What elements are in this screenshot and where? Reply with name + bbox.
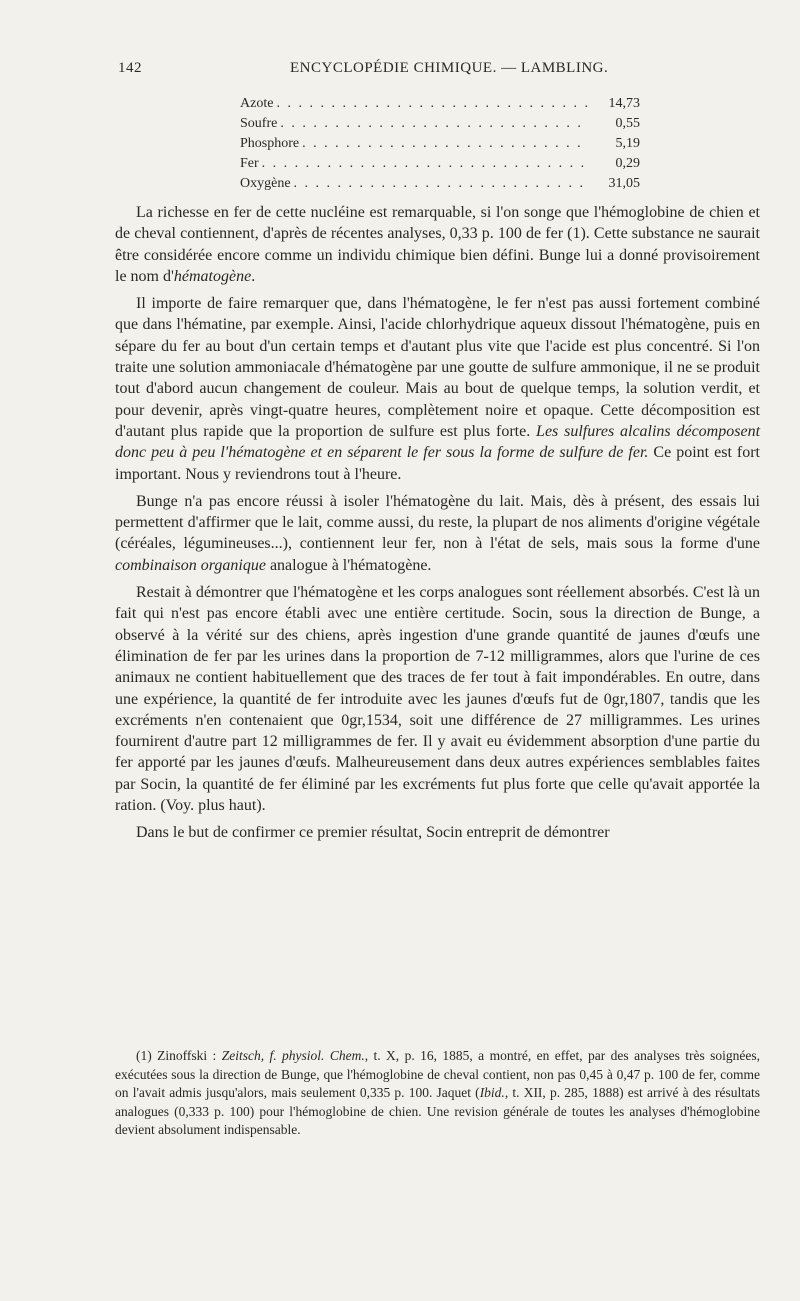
element-name: Azote bbox=[240, 96, 274, 111]
body-text bbox=[115, 202, 760, 850]
element-name: Soufre bbox=[240, 116, 278, 131]
element-value: 31,05 bbox=[608, 176, 640, 191]
element-value: 14,73 bbox=[608, 96, 640, 111]
footnote bbox=[115, 1047, 760, 1140]
element-name: Phosphore bbox=[240, 136, 300, 151]
composition-row bbox=[240, 154, 640, 174]
composition-row bbox=[240, 174, 640, 194]
page-header bbox=[118, 60, 758, 84]
paragraph: Bunge n'a pas encore réussi à isoler l'hématogène du lait. Mais, dès à présent, des essais lui permettent d'affirmer que le lait, comme aussi, du reste, la plupart de nos aliments d'origine végétale (céréales, légumineuses...), contiennent leur fer, non à l'état de sels, mais sous la forme d'une combinaison organique analogue à l'hématogène. bbox=[115, 492, 760, 574]
composition-row bbox=[240, 114, 640, 134]
composition-table bbox=[240, 94, 640, 194]
paragraph: Il importe de faire remarquer que, dans l'hématogène, le fer n'est pas aussi fortement combiné que dans l'hématine, par exemple. Ainsi, l'acide chlorhydrique aqueux dissout l'hématogène, puis en sépare du fer au bout d'un certain temps et d'autant plus vite que l'acide est plus concentré. Si l'on traite une solution ammoniacale d'hématogène par une goutte de sulfure ammonique, il ne se produit tout d'abord aucun changement de couleur. Mais au bout de quelque temps, la solution verdit, et pour devenir, après vingt-quatre heures, complètement noire et opaque. Cette décomposition est d'autant plus rapide que la proportion de sulfure est plus forte. Les sulfures alcalins décomposent donc peu à peu l'hématogène et en séparent le fer sous la forme de sulfure de fer. Ce point est fort important. Nous y reviendrons tout à l'heure. bbox=[115, 295, 761, 483]
composition-row bbox=[240, 134, 640, 154]
element-value: 0,29 bbox=[615, 156, 640, 171]
paragraph: Dans le but de confirmer ce premier résultat, Socin entreprit de démontrer bbox=[136, 824, 610, 842]
paragraph: Restait à démontrer que l'hématogène et les corps analogues sont réellement absorbés. C'est là un fait qui n'est pas encore établi avec une entière certitude. Socin, sous la direction de Bunge, a observé à la vérité sur des chiens, après ingestion d'une grande quantité de jaunes d'œufs une élimination de fer par les urines dans la proportion de 7-12 milligrammes, alors que l'urine de ces animaux ne contient habituellement que des traces de fer tout à fait impondérables. En outre, dans une expérience, la quantité de fer introduite avec les jaunes d'œufs fut de 0gr,1807, tandis que les excréments n'en contenaient que 0gr,1534, soit une différence de 27 milligrammes. Les urines fournirent d'autre part 12 milligrammes de fer. Il y avait eu évidemment absorption d'une partie du fer apporté par les jaunes d'œufs. Malheureusement dans deux autres expériences semblables faites par Socin, la quantité de fer éliminé par les excréments fut plus forte que celle qu'avait apportée la ration. (Voy. plus haut). bbox=[115, 584, 760, 815]
element-value: 0,55 bbox=[615, 116, 640, 131]
emphasis: Ibid. bbox=[479, 1085, 505, 1100]
emphasis: hématogène bbox=[173, 267, 252, 285]
composition-row bbox=[240, 94, 640, 114]
emphasis: combinaison organique bbox=[115, 556, 266, 574]
element-name: Oxygène bbox=[240, 176, 291, 191]
element-name: Fer bbox=[240, 156, 259, 171]
running-title: ENCYCLOPÉDIE CHIMIQUE. — LAMBLING. bbox=[290, 60, 609, 76]
page-number: 142 bbox=[118, 60, 142, 76]
emphasis: Zeitsch, f. physiol. Chem. bbox=[221, 1048, 365, 1063]
footnote-text: (1) Zinoffski : Zeitsch, f. physiol. Chem., t. X, p. 16, 1885, a montré, en effet, par des analyses très soignées, exécutées sous la direction de Bunge, que l'hémoglobine de cheval contient, non pas 0,45 à 0,47 p. 100 de fer, comme on l'avait admis jusqu'alors, mais seulement 0,335 p. 100. Jaquet (Ibid., t. XII, p. 285, 1888) est arrivé à des résultats analogues (0,333 p. 100) pour l'hémoglobine de chien. Une revision générale de toutes les analyses d'hémoglobine devient absolument indispensable. bbox=[115, 1048, 761, 1137]
element-value: 5,19 bbox=[615, 136, 640, 151]
paragraph: La richesse en fer de cette nucléine est remarquable, si l'on songe que l'hémoglobine de chien et de cheval contiennent, d'après de récentes analyses, 0,33 p. 100 de fer (1). Cette substance ne saurait être considérée encore comme un individu chimique bien défini. Bunge lui a donné provisoirement le nom d'hématogène. bbox=[115, 204, 760, 285]
emphasis: Les sulfures alcalins décomposent donc peu à peu l'hématogène et en séparent le fer sous la forme de sulfure de fer. bbox=[115, 422, 761, 462]
